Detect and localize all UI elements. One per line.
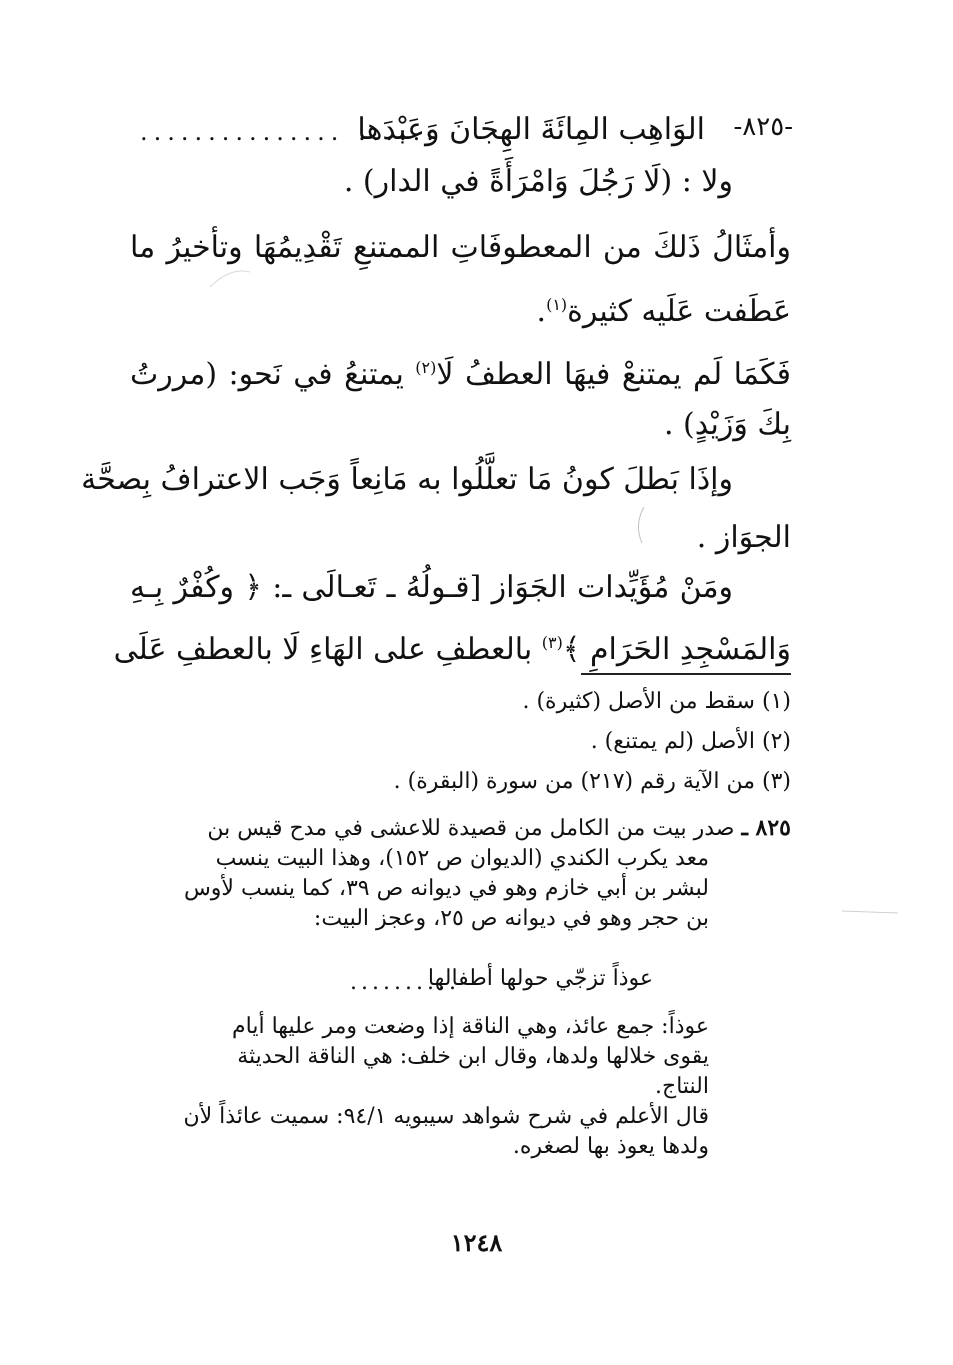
body-line-9-b: بالعطفِ على الهَاءِ لَا بالعطفِ عَلَى: [113, 632, 542, 667]
verse-text: عوذاً تزجّي حولها أطفالها: [427, 966, 653, 991]
footnote-ref-1: (١): [546, 295, 568, 314]
note-p1-line-4: بن حجر وهو في ديوانه ص ٢٥، وعجز البيت:: [313, 906, 709, 931]
header-dots: ............... ......: [140, 118, 440, 146]
header-number: -٨٢٥-: [733, 112, 793, 142]
note-p3-line-2: ولدها يعوذ بها لصغره.: [512, 1134, 709, 1159]
body-line-3: [130, 285, 791, 332]
body-line-5: بِكَ وَزَيْدٍ) .: [663, 407, 791, 442]
verse-line: [350, 966, 653, 995]
note-label: ٨٢٥ ـ: [741, 815, 791, 841]
body-line-4-b: يمتنعُ في نَحو: (مررتُ: [130, 357, 416, 392]
scan-mark-1: [840, 905, 900, 917]
body-line-6: وإذَا بَطلَ كونُ مَا تعلَّلُوا به مَانِعاً وَجَب الاعترافُ بِصحَّة: [81, 462, 733, 497]
body-line-3-text: عَطَفت عَلَيه كثيرة: [567, 294, 791, 329]
verse-dots: ..........: [350, 970, 460, 995]
footnote-3: (٣) من الآية رقم (٢١٧) من سورة (البقرة) .: [393, 769, 791, 794]
body-line-7: الجوَاز .: [696, 520, 791, 555]
commentary-note: [125, 813, 791, 934]
footnote-ref-3: (٣): [541, 633, 563, 652]
note-p1-line-1: ٨٢٥ ـ صدر بيت من الكامل من قصيدة للاعشى في مدح قيس بن: [207, 815, 791, 841]
body-line-2: وأمثَالُ ذَلكَ من المعطوفَاتِ الممتنعِ تَقْدِيمُهَا وتأخيرُ ما: [130, 230, 791, 265]
body-line-4: [130, 348, 791, 395]
header-title: الوَاهِب المِائَةَ الهِجَانَ وَعَبْدَها: [357, 112, 705, 147]
footnote-divider: [581, 673, 791, 675]
scan-mark-3: [630, 505, 650, 545]
note-p2-line-1: عوذاً: جمع عائذ، وهي الناقة إذا وضعت ومر عليها أيام: [232, 1014, 709, 1039]
footnote-1: (١) سقط من الأصل (كثيرة) .: [522, 689, 791, 714]
scan-mark-2: [205, 262, 255, 292]
body-line-1: ولا : (لَا رَجُلَ وَامْرَأَةً في الدار) .: [343, 164, 733, 199]
body-line-3-end: .: [536, 294, 547, 329]
body-line-9: [113, 623, 791, 670]
page-number: ١٢٤٨: [450, 1228, 503, 1257]
footnote-2: (٢) الأصل (لم يمتنع) .: [590, 729, 791, 754]
running-header: [140, 112, 793, 152]
body-line-8: ومَنْ مُؤَيِّدات الجَوَاز [قـولُهُ ـ تَعـالَى ـ: ﴿ وكُفْرٌ بِـهِ: [130, 570, 733, 605]
commentary-note-2: [125, 1012, 791, 1162]
footnote-ref-2: (٢): [415, 358, 437, 377]
note-p2-line-3: النتاج.: [655, 1074, 709, 1099]
body-line-4-a: فَكَمَا لَم يمتنعْ فيهَا العطفُ لَا: [436, 357, 791, 392]
note-p3-line-1: قال الأعلم في شرح شواهد سيبويه ٩٤/١: سميت عائذاً لأن: [183, 1104, 709, 1129]
note-p1-line-2: معد يكرب الكندي (الديوان ص ١٥٢)، وهذا البيت ينسب: [215, 846, 709, 871]
body-line-9-a: وَالمَسْجِدِ الحَرَامِ ﴾: [562, 632, 791, 667]
note-p1-line-3: لبشر بن أبي خازم وهو في ديوانه ص ٣٩، كما ينسب لأوس: [183, 876, 709, 901]
note-p2-line-2: يقوى خلالها ولدها، وقال ابن خلف: هي الناقة الحديثة: [237, 1044, 709, 1069]
